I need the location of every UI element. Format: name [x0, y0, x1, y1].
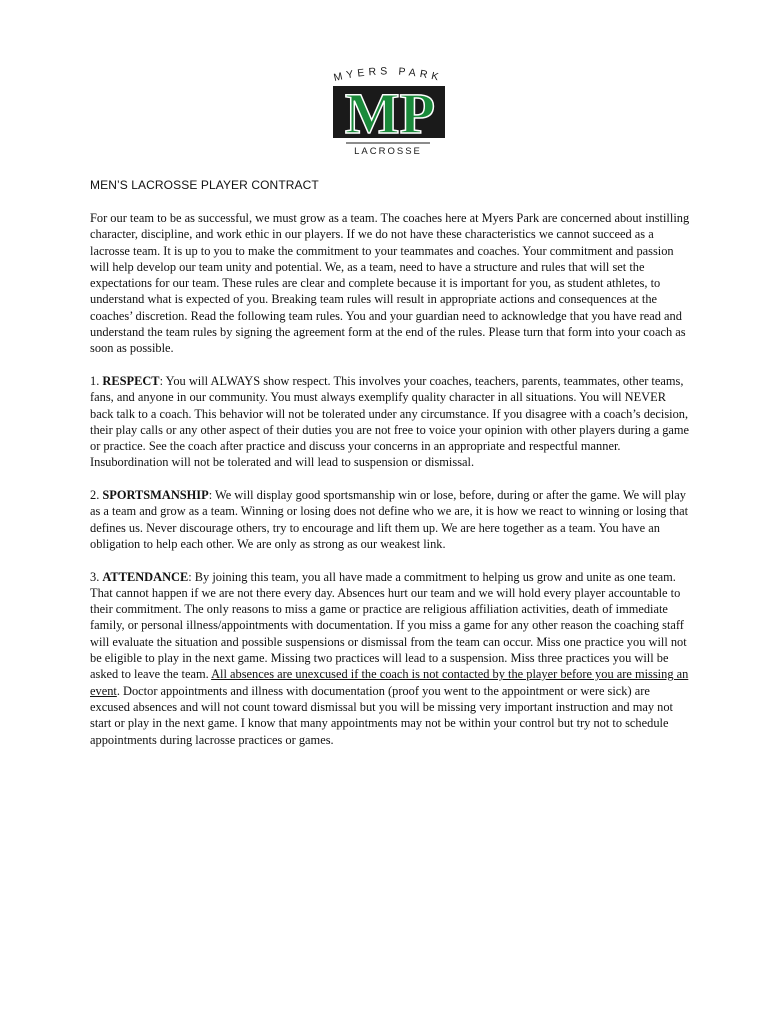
rule-number: 1. [90, 373, 100, 388]
logo-bottom-text: LACROSSE [354, 146, 422, 157]
rule-sportsmanship [90, 487, 690, 552]
rule-respect [90, 373, 690, 471]
contract-body [90, 210, 690, 764]
intro-paragraph: For our team to be as successful, we must grow as a team. The coaches here at Myers Park are concerned about instilling character, discipline, and work ethic in our players. If we do not have these characteristics we cannot succeed as a lacrosse team. It is up to you to make the commitment to your teammates and coaches. Your commitment and passion will help develop our team unity and potential. We, as a team, need to have a structure and rules that will set the expectations for our team. These rules are clear and complete because it is important for you, as student athletes, to understand what is expected of you. Breaking team rules will result in appropriate actions and consequences at the coaches’ discretion. Read the following team rules. You and your guardian need to acknowledge that you have read and understand the team rules by signing the agreement form at the end of the rules. Please turn that form into your coach as soon as possible. [90, 211, 690, 356]
rule-number: 3. [90, 569, 100, 584]
logo-monogram: MP [344, 81, 436, 146]
rule-number: 2. [90, 488, 100, 503]
myers-park-lacrosse-logo [318, 58, 458, 158]
contract-title: MEN’S LACROSSE PLAYER CONTRACT [90, 178, 319, 192]
rule-heading: ATTENDANCE [102, 569, 189, 584]
rule-heading: RESPECT [102, 373, 160, 388]
rule-attendance [90, 569, 690, 748]
logo-top-text: MYERS PARK [332, 65, 444, 85]
rule-text-after: . Doctor appointments and illness with documentation (proof you went to the appointment or were sick) are excused absences and will not count toward dismissal but you will be missing very important instruction and may not start or play in the next game. I know that many appointments may not be within your control but try not to schedule appointments during lacrosse practices or games. [90, 683, 673, 747]
rule-heading: SPORTSMANSHIP [102, 488, 209, 503]
rule-text: : You will ALWAYS show respect. This involves your coaches, teachers, parents, teammates, other teams, fans, and anyone in our community. You must always exemplify quality character in all situations. You will NEVER back talk to a coach. This behavior will not be tolerated under any circumstance. If you disagree with a coach’s decision, their play calls or any other aspect of their duties you are not free to voice your opinion with other players during a game or practice. See the coach after practice and discuss your concerns in an appropriate and respectful manner. Insubordination will not be tolerated and will lead to suspension or dismissal. [90, 373, 690, 470]
rule-text: : By joining this team, you all have made a commitment to helping us grow and unite as one team. That cannot happen if we are not there every day. Absences hurt our team and we will hold every player accountable to their commitment. The only reasons to miss a game or practice are religious affiliation activities, death of immediate family, or personal illness/appointments with documentation. If you miss a game for any other reason the coaching staff will evaluate the situation and possible suspensions or dismissal from the team can occur. Miss one practice you will not be eligible to play in the next game. Missing two practices will lead to a suspension. Miss three practices you will be asked to leave the team. [90, 569, 687, 682]
rule-text: : We will display good sportsmanship win or lose, before, during or after the game. We will play as a team and grow as a team. Winning or losing does not define who we are, it is how we react to winning or losing that defines us. Never discourage others, try to encourage and lift them up. We are here together as a team. You have an obligation to help each other. We are only as strong as our weakest link. [90, 488, 689, 551]
rule-underlined-text: All absences are unexcused if the coach is not contacted by the player before you are missing an event [90, 667, 689, 698]
